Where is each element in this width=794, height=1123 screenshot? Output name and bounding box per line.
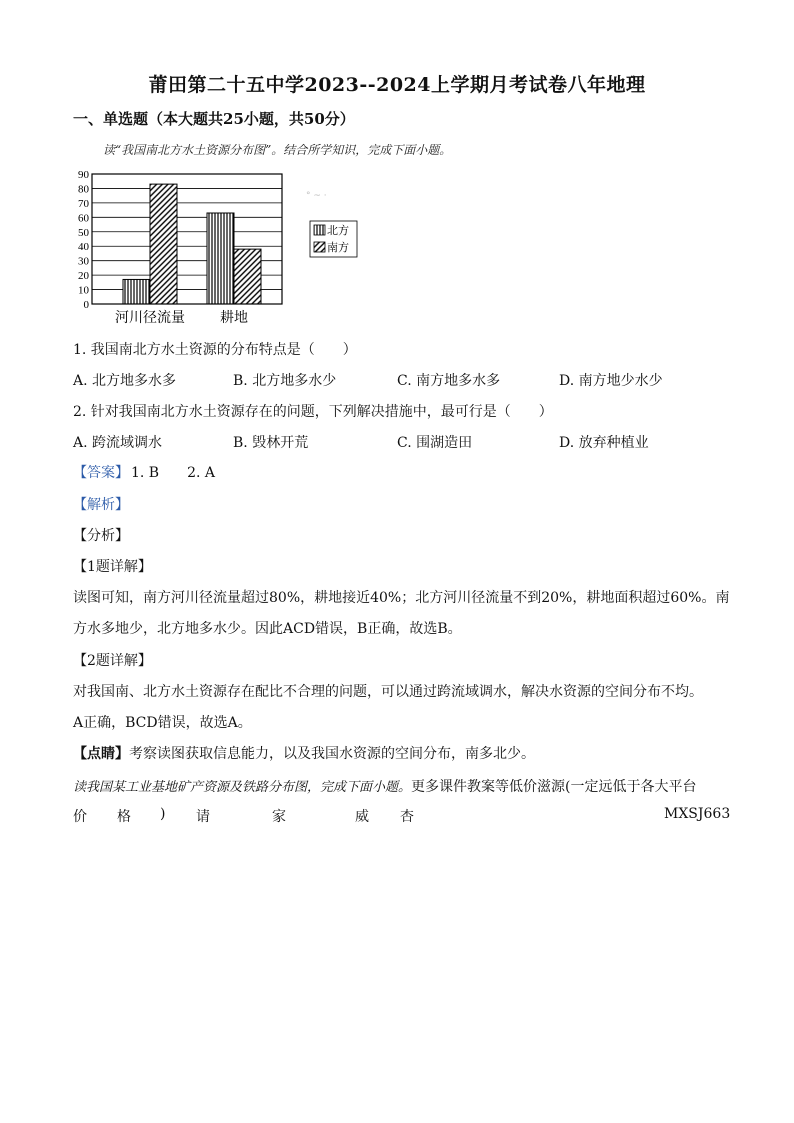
question-1-option-c: C. 南方地多水多: [397, 373, 501, 389]
scan-noise: ° ~ ·: [306, 191, 327, 201]
key-point-text: 考察读图获取信息能力，以及我国水资源的空间分布，南多北少。: [129, 746, 535, 762]
detail-2-line-1: 对我国南、北方水土资源存在配比不合理的问题，可以通过跨流域调水，解决水资源的空间分布不均。: [73, 684, 703, 700]
bar-south-0: [150, 184, 177, 304]
detail-1-line-1: 读图可知，南方河川径流量超过80%，耕地接近40%；北方河川径流量不到20%，耕地面积超过60%。南: [73, 590, 730, 606]
answer-1: 1. B: [131, 465, 160, 481]
key-point-line: [73, 743, 535, 763]
page-title: 莆田第二十五中学2023--2024上学期月考试卷八年地理: [148, 74, 646, 96]
bar-north-1: [207, 213, 234, 304]
y-tick-label: 20: [78, 270, 89, 283]
question-2-option-b: B. 毁林开荒: [233, 435, 309, 451]
chart-bars: [123, 184, 261, 304]
question-1-stem: 1. 我国南北方水土资源的分布特点是（ ）: [73, 342, 357, 358]
y-tick-label: 60: [78, 212, 89, 225]
chart-legend: [310, 221, 357, 257]
answer-line: [73, 462, 215, 482]
footer-word-4: 请: [196, 809, 210, 825]
y-tick-label: 0: [83, 299, 89, 311]
question-2-option-c: C. 围湖造田: [397, 435, 473, 451]
answer-label: 【答案】: [73, 465, 129, 481]
question-1-option-d: D. 南方地少水少: [559, 373, 663, 389]
detail-2-line-2: A正确，BCD错误，故选A。: [73, 715, 252, 731]
bar-north-0: [123, 279, 150, 304]
y-tick-label: 10: [78, 284, 89, 297]
legend-swatch-south: [314, 242, 325, 252]
footer-word-1: 价: [73, 809, 87, 825]
question-2-option-a: A. 跨流域调水: [73, 435, 163, 451]
intro-text: 读“我国南北方水土资源分布图”。结合所学知识，完成下面小题。: [103, 143, 452, 157]
chart-y-ticks: [78, 169, 90, 311]
question-1-option-b: B. 北方地多水少: [233, 373, 337, 389]
section-heading: 一、单选题（本大题共25小题，共50分）: [73, 110, 355, 128]
y-tick-label: 70: [78, 197, 89, 210]
legend-swatch-north: [314, 225, 325, 235]
footer-word-3: ): [160, 806, 166, 822]
analysis-label: 【解析】: [73, 497, 129, 513]
footer-line-2: [0, 806, 794, 826]
detail-1-label: 【1题详解】: [73, 559, 152, 575]
key-point-label: 【点睛】: [73, 746, 129, 762]
legend-label-north: 北方: [327, 225, 349, 237]
x-category-label: 耕地: [220, 309, 248, 325]
fenxi-label: 【分析】: [73, 528, 129, 544]
x-category-label: 河川径流量: [115, 309, 185, 325]
question-1-option-a: A. 北方地多水多: [73, 373, 177, 389]
water-land-chart: [70, 162, 370, 328]
y-tick-label: 50: [78, 226, 89, 239]
footer-word-6: 威: [355, 809, 369, 825]
footer-word-5: 家: [272, 809, 286, 825]
footer-promo: 更多课件教案等低价滋源(一定远低于各大平台: [411, 779, 697, 795]
bar-south-1: [234, 249, 261, 304]
answer-2: 2. A: [187, 465, 216, 481]
y-tick-label: 90: [78, 169, 89, 181]
question-2-option-d: D. 放弃种植业: [559, 435, 649, 451]
chart-x-labels: [115, 309, 248, 325]
y-tick-label: 80: [78, 183, 89, 196]
question-2-stem: 2. 针对我国南北方水土资源存在的问题，下列解决措施中，最可行是（ ）: [73, 404, 553, 420]
detail-1-line-2: 方水多地少，北方地多水少。因此ACD错误，B正确，故选B。: [73, 621, 462, 637]
y-tick-label: 30: [78, 255, 89, 268]
footer-word-2: 格: [117, 809, 131, 825]
y-tick-label: 40: [78, 241, 89, 254]
legend-label-south: 南方: [327, 242, 349, 254]
footer-line-1: [73, 776, 696, 796]
footer-word-7: 杏: [400, 809, 414, 825]
detail-2-label: 【2题详解】: [73, 653, 152, 669]
footer-intro: 读我国某工业基地矿产资源及铁路分布图，完成下面小题。: [73, 780, 412, 795]
footer-code: MXSJ663: [664, 806, 731, 822]
